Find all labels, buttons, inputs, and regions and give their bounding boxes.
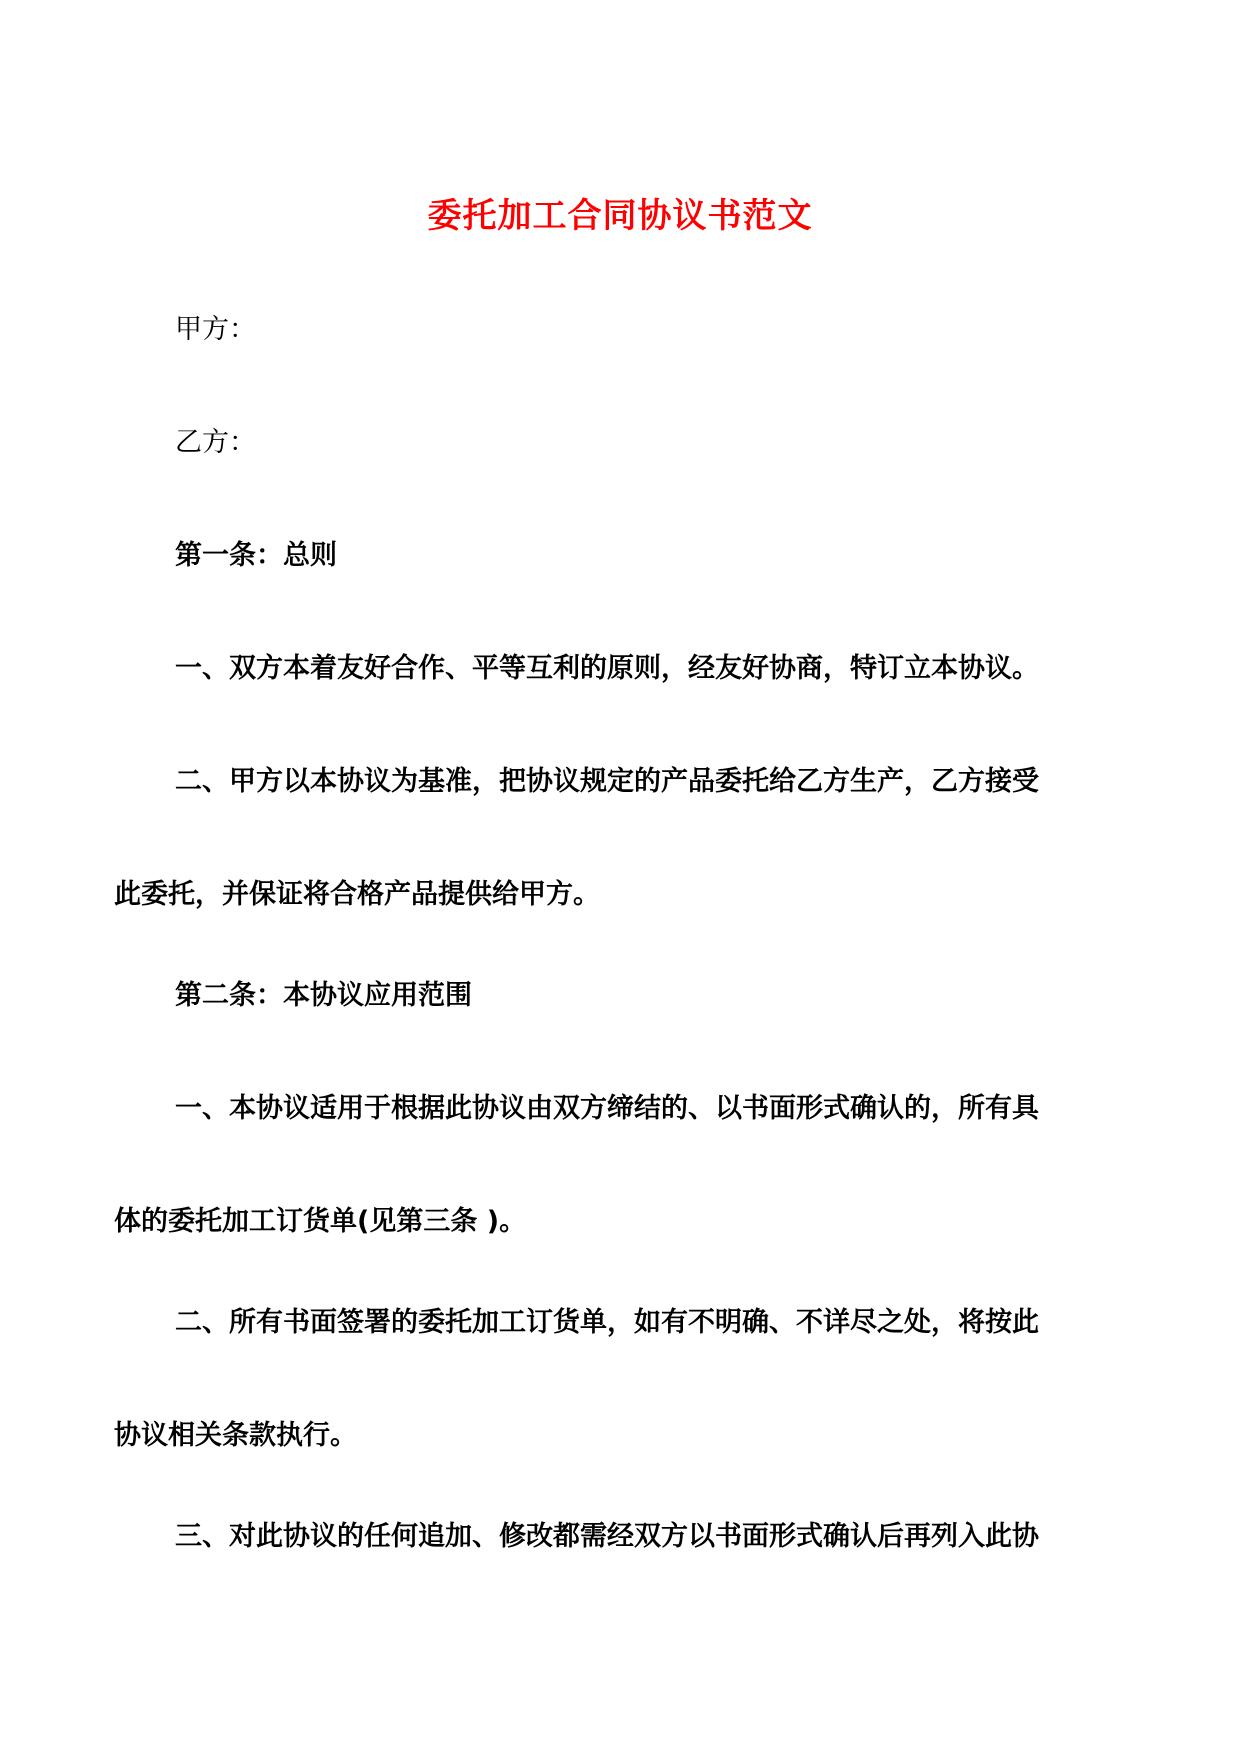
article-2-item-1-line-2: 体的委托加工订货单(见第三条 )。: [114, 1206, 527, 1237]
article-2-item-3-line-1: 三、对此协议的任何追加、修改都需经双方以书面形式确认后再列入此协: [175, 1521, 1039, 1552]
article-1-item-1-text: 一、双方本着友好合作、平等互利的原则，经友好协商，特订立本协议。: [175, 653, 1039, 684]
document-title: 委托加工合同协议书范文: [427, 196, 813, 236]
article-2-heading-text: 第二条：本协议应用范围: [175, 980, 472, 1011]
article-1-heading-text: 第一条：总则: [175, 540, 337, 571]
party-b-label: 乙方：: [175, 427, 256, 458]
party-a-label: 甲方：: [175, 314, 256, 345]
article-2-item-1-line-1: 一、本协议适用于根据此协议由双方缔结的、以书面形式确认的，所有具: [175, 1093, 1039, 1124]
article-1-item-2-line-2: 此委托，并保证将合格产品提供给甲方。: [114, 879, 600, 910]
article-2-item-2-line-1: 二、所有书面签署的委托加工订货单，如有不明确、不详尽之处，将按此: [175, 1307, 1039, 1338]
article-2-item-2-line-2: 协议相关条款执行。: [114, 1420, 357, 1451]
article-1-item-2-line-1: 二、甲方以本协议为基准，把协议规定的产品委托给乙方生产，乙方接受: [175, 766, 1039, 797]
